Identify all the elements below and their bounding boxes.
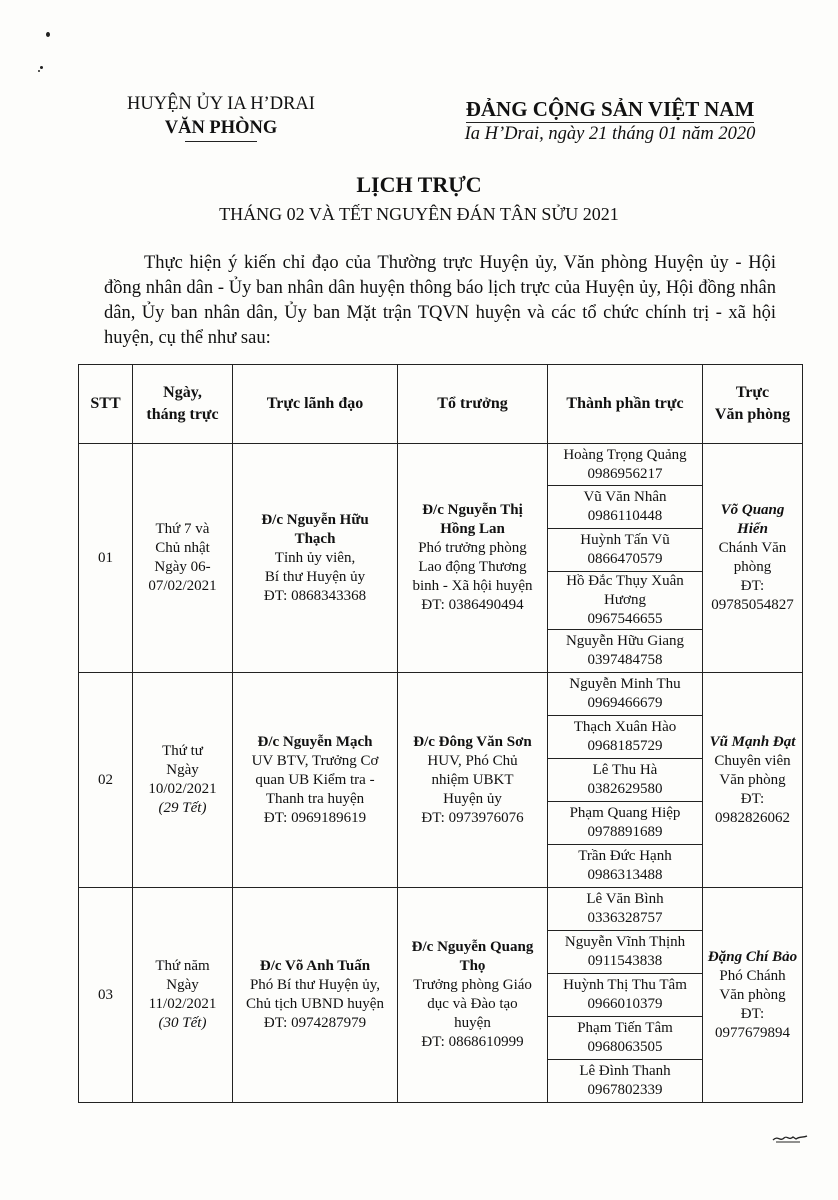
leader-info: quan UB Kiểm tra - bbox=[255, 771, 375, 788]
date-line: Thứ năm bbox=[155, 958, 210, 974]
member-line: Trần Đức Hạnh bbox=[578, 848, 672, 864]
date-line: Chủ nhật bbox=[155, 540, 210, 556]
member-line: 0968185729 bbox=[587, 738, 663, 754]
duty-schedule-table bbox=[78, 364, 803, 1103]
member-cell bbox=[548, 716, 703, 759]
date-cell bbox=[133, 888, 233, 1103]
member-cell bbox=[548, 529, 703, 572]
office-duty-name: Vũ Mạnh Đạt bbox=[709, 733, 796, 750]
member-line: 0986313488 bbox=[587, 867, 663, 883]
member-line: Lê Đình Thanh bbox=[579, 1063, 671, 1079]
member-line: Hoàng Trọng Quảng bbox=[563, 446, 687, 463]
date-cell bbox=[133, 444, 233, 673]
member-cell bbox=[548, 673, 703, 716]
leader-info: Tỉnh ủy viên, bbox=[274, 549, 356, 566]
member-line: Nguyễn Vĩnh Thịnh bbox=[564, 934, 686, 950]
office-duty-info: 0982826062 bbox=[715, 809, 790, 826]
member-line: 0911543838 bbox=[587, 953, 663, 969]
date-line: Ngày bbox=[166, 762, 199, 778]
member-cell bbox=[548, 845, 703, 888]
member-line: Phạm Quang Hiệp bbox=[569, 805, 681, 821]
team-lead-info: ĐT: 0973976076 bbox=[421, 809, 524, 826]
member-cell bbox=[548, 630, 703, 673]
member-line: 0397484758 bbox=[587, 652, 663, 668]
member-line: Lê Thu Hà bbox=[592, 762, 658, 778]
team-lead-info: ĐT: 0868610999 bbox=[421, 1034, 524, 1050]
team-lead-info: Trưởng phòng Giáo bbox=[413, 977, 532, 993]
party-name: ĐẢNG CỘNG SẢN VIỆT NAM bbox=[465, 97, 755, 121]
date-note: (30 Tết) bbox=[158, 1015, 207, 1031]
team-lead-info: huyện bbox=[454, 1015, 491, 1031]
leader-info: ĐT: 0969189619 bbox=[263, 809, 367, 826]
team-lead-name: Đ/c Nguyễn Quang bbox=[411, 939, 534, 955]
initials-mark bbox=[770, 1126, 810, 1150]
leader-info: ĐT: 0868343368 bbox=[263, 587, 367, 604]
leader-info: Bí thư Huyện ủy bbox=[264, 568, 366, 585]
date-line: Thứ 7 và bbox=[155, 521, 210, 537]
document-title: LỊCH TRỰC bbox=[356, 172, 482, 197]
team-lead-name: Hồng Lan bbox=[440, 521, 505, 537]
member-line: Hồ Đắc Thụy Xuân bbox=[566, 573, 684, 589]
place-date: Ia H’Drai, ngày 21 tháng 01 năm 2020 bbox=[464, 124, 756, 144]
member-line: Nguyễn Hữu Giang bbox=[565, 633, 685, 649]
date-cell bbox=[133, 673, 233, 888]
team-lead-info: nhiệm UBKT bbox=[431, 771, 514, 788]
office-duty-info: Văn phòng bbox=[719, 771, 786, 788]
national-header bbox=[440, 96, 780, 146]
office-duty-cell bbox=[703, 673, 803, 888]
office-duty-cell bbox=[703, 444, 803, 673]
office-duty-name: Hiển bbox=[737, 521, 768, 537]
intro-paragraph: Thực hiện ý kiến chỉ đạo của Thường trực Huyện ủy, Văn phòng Huyện ủy - Hội đồng nhân dân - Ủy ban nhân dân huyện thông báo lịch trực của Huyện ủy, Hội đồng nhân dân, Ủy ban nhân dân, Ủy ban Mặt trận TQVN huyện và các tổ chức chính trị - xã hội huyện, cụ thể như sau: bbox=[104, 253, 776, 348]
team-lead-info: dục và Đào tạo bbox=[427, 996, 518, 1012]
date-line: Ngày bbox=[166, 977, 199, 993]
leader-name: Đ/c Võ Anh Tuấn bbox=[259, 958, 371, 974]
leader-info: Phó Bí thư Huyện ủy, bbox=[249, 977, 381, 993]
leader-cell bbox=[233, 444, 398, 673]
office-duty-info: ĐT: bbox=[740, 790, 765, 807]
leader-info: UV BTV, Trưởng Cơ bbox=[251, 752, 379, 769]
member-line: 0382629580 bbox=[587, 781, 663, 797]
issuer-office: VĂN PHÒNG bbox=[164, 118, 278, 138]
stt-cell: 03 bbox=[79, 888, 133, 1103]
col-header-date: Ngày, tháng trực bbox=[133, 365, 233, 444]
office-duty-info: Văn phòng bbox=[719, 986, 786, 1003]
date-line: Ngày 06- bbox=[154, 559, 211, 575]
office-duty-cell bbox=[703, 888, 803, 1103]
leader-info: ĐT: 0974287979 bbox=[263, 1015, 367, 1031]
table-row bbox=[79, 444, 803, 486]
date-line: 11/02/2021 bbox=[148, 996, 217, 1012]
scan-speck bbox=[40, 66, 43, 69]
team-lead-name: Thọ bbox=[459, 958, 486, 974]
member-cell bbox=[548, 888, 703, 931]
team-lead-cell bbox=[398, 888, 548, 1103]
team-lead-info: Huyện ủy bbox=[443, 790, 502, 807]
office-duty-info: Chánh Văn bbox=[718, 540, 787, 556]
date-line: 07/02/2021 bbox=[148, 578, 217, 594]
member-line: 0967546655 bbox=[587, 611, 663, 627]
date-note: (29 Tết) bbox=[158, 800, 207, 816]
member-line: Vũ Văn Nhân bbox=[583, 489, 667, 505]
member-cell bbox=[548, 759, 703, 802]
office-duty-info: Chuyên viên bbox=[714, 752, 791, 769]
member-line: 0967802339 bbox=[587, 1082, 663, 1098]
member-line: 0966010379 bbox=[587, 996, 663, 1012]
office-duty-name: Đặng Chí Bảo bbox=[707, 948, 798, 965]
date-line: Thứ tư bbox=[162, 743, 203, 759]
member-cell bbox=[548, 572, 703, 630]
member-line: 0969466679 bbox=[587, 695, 663, 711]
member-cell bbox=[548, 486, 703, 529]
member-cell bbox=[548, 974, 703, 1017]
col-header-stt: STT bbox=[79, 365, 133, 444]
date-line: 10/02/2021 bbox=[148, 781, 217, 797]
office-duty-info: phòng bbox=[733, 559, 772, 575]
office-duty-name: Võ Quang bbox=[720, 502, 785, 518]
team-lead-name: Đ/c Đông Văn Sơn bbox=[413, 733, 532, 750]
office-duty-info: ĐT: bbox=[740, 1005, 765, 1022]
scan-speck bbox=[46, 32, 50, 37]
team-lead-info: Lao động Thương bbox=[418, 559, 527, 575]
member-line: 0968063505 bbox=[587, 1039, 663, 1055]
team-lead-cell bbox=[398, 444, 548, 673]
member-cell bbox=[548, 802, 703, 845]
stt-cell: 01 bbox=[79, 444, 133, 673]
member-cell bbox=[548, 1060, 703, 1103]
member-line: 0986956217 bbox=[587, 465, 663, 482]
leader-cell bbox=[233, 888, 398, 1103]
col-header-leader: Trực lãnh đạo bbox=[233, 365, 398, 444]
leader-name: Đ/c Nguyễn Hữu bbox=[261, 511, 369, 528]
member-line: 0986110448 bbox=[587, 508, 663, 524]
member-line: 0978891689 bbox=[587, 824, 663, 840]
issuer-underline bbox=[185, 141, 257, 142]
scan-speck bbox=[38, 70, 40, 72]
member-line: Thạch Xuân Hào bbox=[573, 719, 677, 735]
member-line: 0336328757 bbox=[587, 910, 663, 926]
team-lead-info: ĐT: 0386490494 bbox=[421, 597, 524, 613]
leader-info: Thanh tra huyện bbox=[265, 790, 365, 807]
col-header-members: Thành phần trực bbox=[548, 365, 703, 444]
leader-name: Thạch bbox=[294, 530, 336, 547]
issuer-block bbox=[96, 92, 346, 142]
table-row bbox=[79, 888, 803, 931]
office-duty-info: Phó Chánh bbox=[719, 967, 786, 984]
col-header-team-lead: Tổ trưởng bbox=[398, 365, 548, 444]
office-duty-info: 09785054827 bbox=[711, 597, 794, 613]
member-line: Nguyễn Minh Thu bbox=[569, 676, 681, 692]
team-lead-cell bbox=[398, 673, 548, 888]
leader-cell bbox=[233, 673, 398, 888]
member-cell bbox=[548, 444, 703, 486]
leader-name: Đ/c Nguyễn Mạch bbox=[257, 733, 373, 750]
office-duty-info: 0977679894 bbox=[715, 1024, 790, 1041]
stt-cell: 02 bbox=[79, 673, 133, 888]
member-cell bbox=[548, 1017, 703, 1060]
team-lead-info: Phó trưởng phòng bbox=[418, 540, 527, 556]
leader-info: Chủ tịch UBND huyện bbox=[246, 996, 384, 1012]
member-line: Huỳnh Tấn Vũ bbox=[580, 532, 670, 548]
document-subtitle: THÁNG 02 VÀ TẾT NGUYÊN ĐÁN TÂN SỬU 2021 bbox=[219, 204, 619, 224]
team-lead-name: Đ/c Nguyễn Thị bbox=[422, 502, 523, 518]
table-header-row bbox=[79, 365, 803, 444]
col-header-office: Trực Văn phòng bbox=[703, 365, 803, 444]
member-line: Huỳnh Thị Thu Tâm bbox=[563, 977, 687, 993]
issuer-org: HUYỆN ỦY IA H’DRAI bbox=[127, 94, 315, 114]
team-lead-info: binh - Xã hội huyện bbox=[412, 578, 533, 594]
office-duty-info: ĐT: bbox=[740, 578, 765, 594]
member-line: Phạm Tiến Tâm bbox=[577, 1020, 673, 1036]
member-cell bbox=[548, 931, 703, 974]
member-line: 0866470579 bbox=[587, 551, 663, 567]
team-lead-info: HUV, Phó Chủ bbox=[427, 752, 518, 769]
table-row bbox=[79, 673, 803, 716]
member-line: Hương bbox=[604, 592, 646, 608]
member-line: Lê Văn Bình bbox=[586, 891, 664, 907]
